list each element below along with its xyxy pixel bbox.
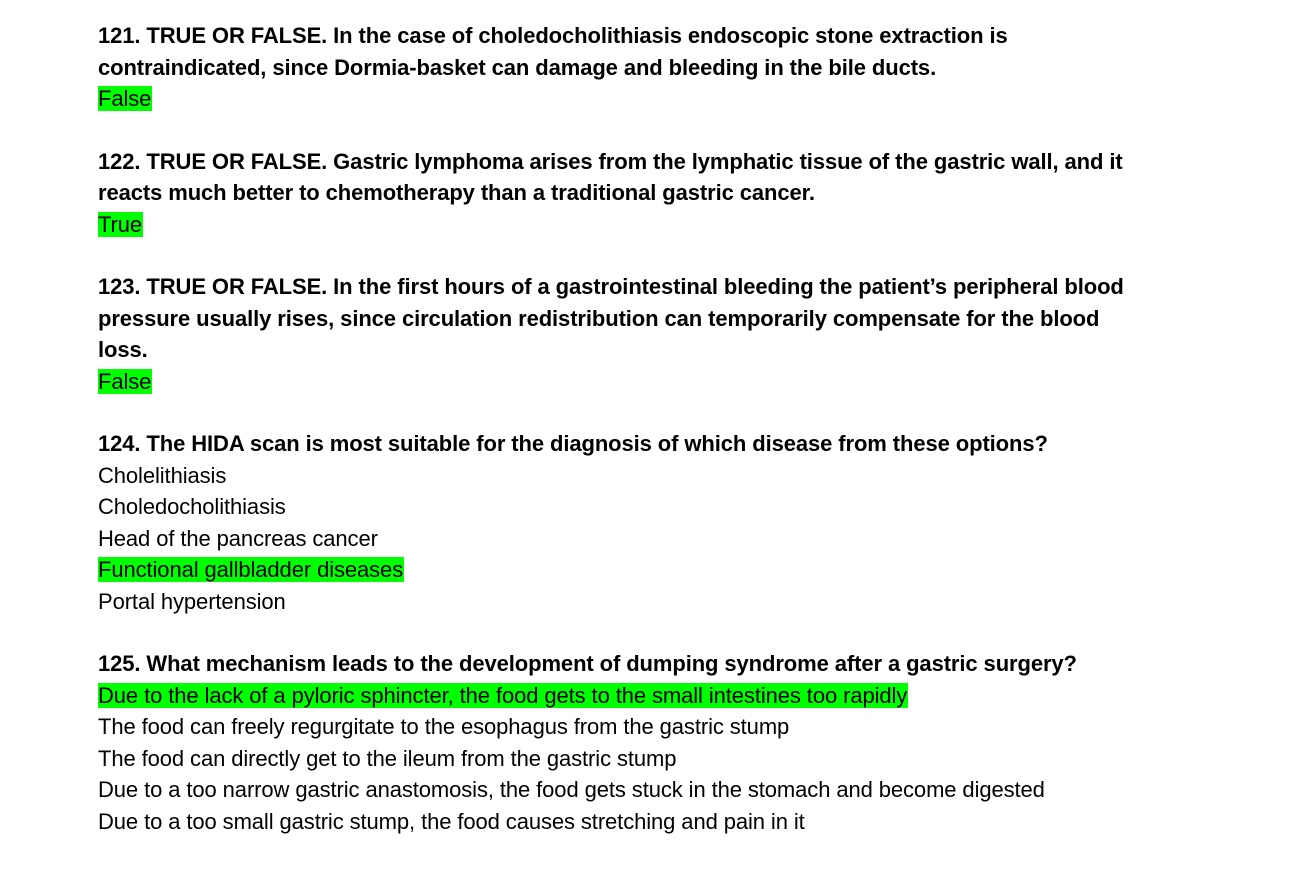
- option-text: The food can directly get to the ileum from the gastric stump: [98, 745, 677, 771]
- answer-option: [98, 774, 1268, 806]
- answer-option: [98, 460, 1268, 492]
- question-text-line: 121. TRUE OR FALSE. In the case of choledocholithiasis endoscopic stone extraction is: [98, 23, 1008, 48]
- question-block-122: [98, 146, 1268, 241]
- option-text: Cholelithiasis: [98, 462, 227, 488]
- option-text: The food can freely regurgitate to the esophagus from the gastric stump: [98, 714, 790, 739]
- question-block-123: [98, 271, 1268, 397]
- answer-option: [98, 83, 1268, 115]
- question-text-line: 124. The HIDA scan is most suitable for the diagnosis of which disease from these options?: [98, 431, 1048, 456]
- answer-option: [98, 209, 1268, 241]
- question-text-line: pressure usually rises, since circulation redistribution can temporarily compensate for the blood: [98, 305, 1100, 331]
- answer-option: [98, 680, 1268, 712]
- question-text-line: reacts much better to chemotherapy than a traditional gastric cancer.: [98, 180, 815, 205]
- answer-option: [98, 806, 1268, 838]
- highlighted-answer: True: [98, 211, 143, 237]
- document-page: [98, 20, 1268, 868]
- answer-option: [98, 586, 1268, 618]
- option-text: Head of the pancreas cancer: [98, 525, 378, 551]
- question-block-121: [98, 20, 1268, 115]
- question-text-line: loss.: [98, 337, 148, 362]
- highlighted-answer: Functional gallbladder diseases: [98, 557, 404, 582]
- answer-option: [98, 554, 1268, 586]
- highlighted-answer: Due to the lack of a pyloric sphincter, the food gets to the small intestines too rapidly: [98, 682, 908, 708]
- highlighted-answer: False: [98, 368, 152, 394]
- option-text: Portal hypertension: [98, 588, 286, 614]
- question-text-line: 122. TRUE OR FALSE. Gastric lymphoma arises from the lymphatic tissue of the gastric wall, and it: [98, 148, 1123, 174]
- highlighted-answer: False: [98, 86, 152, 111]
- option-text: Choledocholithiasis: [98, 494, 286, 519]
- question-text-line: contraindicated, since Dormia-basket can damage and bleeding in the bile ducts.: [98, 54, 937, 80]
- question-text-line: 123. TRUE OR FALSE. In the first hours of a gastrointestinal bleeding the patient’s peripheral blood: [98, 274, 1124, 299]
- answer-option: [98, 711, 1268, 743]
- answer-option: [98, 523, 1268, 555]
- answer-option: [98, 743, 1268, 775]
- answer-option: [98, 491, 1268, 523]
- question-text-line: 125. What mechanism leads to the development of dumping syndrome after a gastric surgery?: [98, 651, 1077, 676]
- question-block-125: [98, 648, 1268, 837]
- question-block-124: [98, 428, 1268, 617]
- answer-option: [98, 366, 1268, 398]
- option-text: Due to a too small gastric stump, the food causes stretching and pain in it: [98, 808, 805, 834]
- option-text: Due to a too narrow gastric anastomosis, the food gets stuck in the stomach and become digested: [98, 777, 1045, 802]
